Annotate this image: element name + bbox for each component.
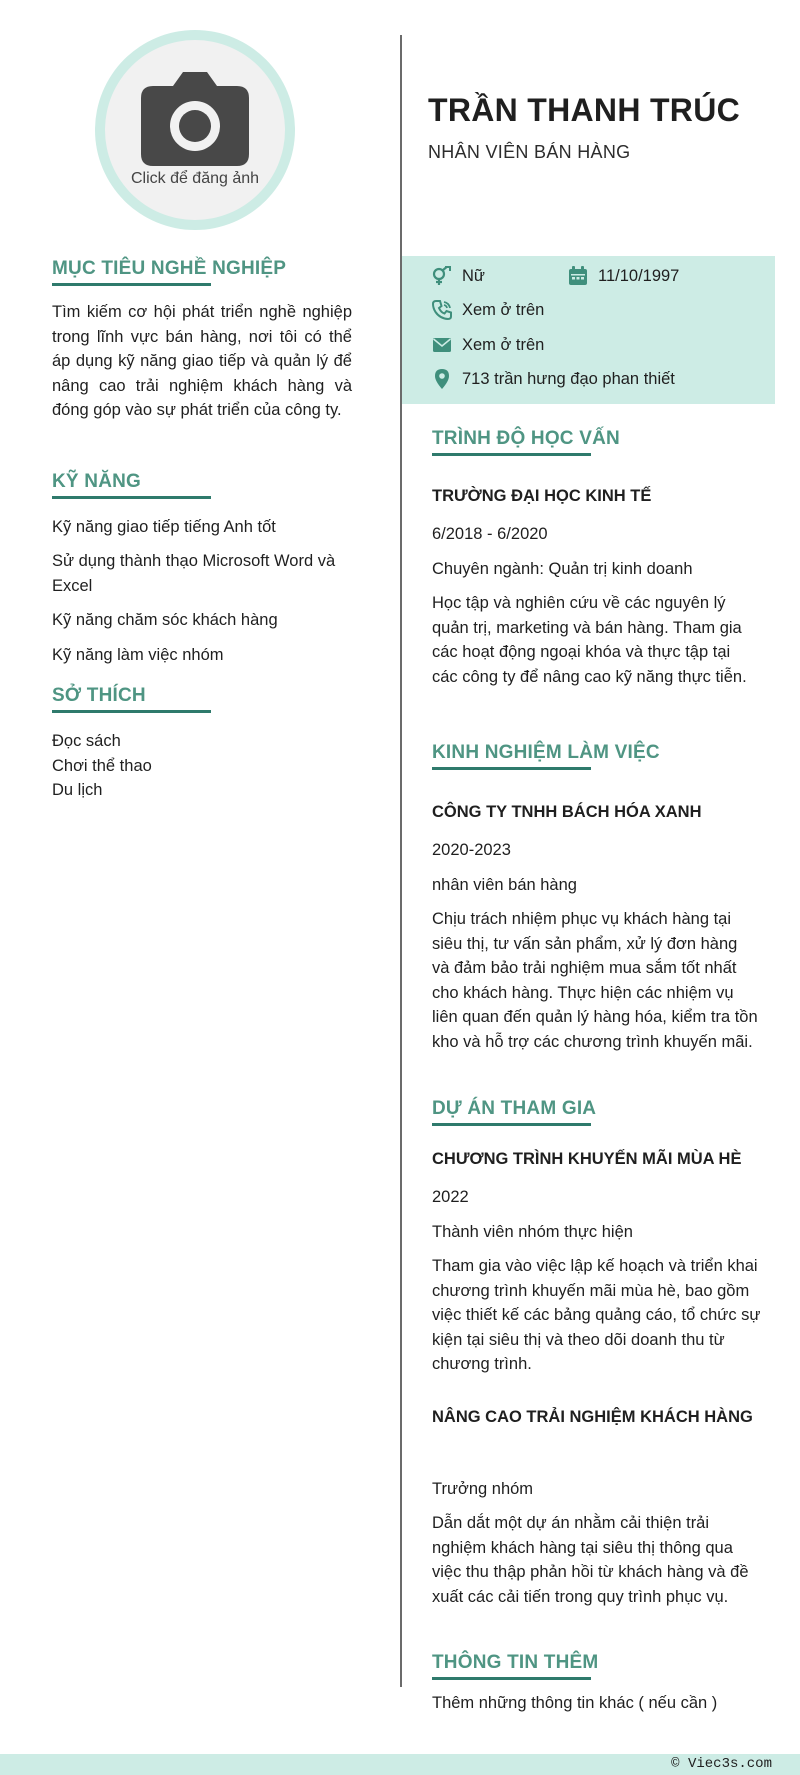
- extra-info-text: Thêm những thông tin khác ( nếu cần ): [432, 1694, 718, 1712]
- education-description: Học tập và nghiên cứu về các nguyên lý quản trị, marketing và bán hàng. Tham gia các hoạt động ngoại khóa và thực tập tại các công ty để nâng cao kỹ năng thực tiễn.: [432, 594, 747, 686]
- section-underline: [432, 1677, 591, 1680]
- section-underline: [432, 453, 591, 456]
- section-title-skills: KỸ NĂNG: [52, 471, 142, 492]
- section-underline: [432, 1123, 591, 1126]
- address-value: 713 trần hưng đạo phan thiết: [462, 369, 675, 388]
- email-value: Xem ở trên: [462, 335, 545, 354]
- birthday-value: 11/10/1997: [598, 266, 680, 285]
- section-title-projects: DỰ ÁN THAM GIA: [432, 1098, 597, 1119]
- project-role: Thành viên nhóm thực hiện: [432, 1223, 633, 1241]
- project-description: Dẫn dắt một dự án nhằm cải thiện trải nghiệm khách hàng tại siêu thị thông qua việc thu thập phản hồi từ khách hàng và đề xuất các cải tiến trong quy trình phục vụ.: [432, 1514, 749, 1606]
- section-title-education: TRÌNH ĐỘ HỌC VẤN: [432, 428, 620, 449]
- experience-period: 2020-2023: [432, 841, 511, 859]
- candidate-name: TRẦN THANH TRÚC: [428, 92, 741, 128]
- section-underline: [52, 283, 211, 286]
- address-row: [432, 369, 675, 389]
- section-title-experience: KINH NGHIỆM LÀM VIỆC: [432, 742, 660, 763]
- project-role: Trưởng nhóm: [432, 1480, 534, 1498]
- objective-text: Tìm kiếm cơ hội phát triển nghề nghiệp trong lĩnh vực bán hàng, nơi tôi có thể áp dụng kỹ năng giao tiếp và quản lý để nâng cao trải nghiệm khách hàng và đóng góp vào sự phát triển của công ty.: [52, 303, 352, 419]
- avatar-placeholder[interactable]: [105, 40, 285, 220]
- footer-bar: [0, 1754, 800, 1775]
- camera-icon: [141, 72, 249, 166]
- company-name: CÔNG TY TNHH BÁCH HÓA XANH: [432, 803, 702, 821]
- phone-row: [432, 300, 544, 320]
- gender-row: [432, 266, 485, 286]
- project-description: Tham gia vào việc lập kế hoạch và triển khai chương trình khuyến mãi mùa hè, bao gồm việc thiết kế các bảng quảng cáo, tổ chức sự kiện tại siêu thị và theo dõi doanh thu từ chương trình.: [432, 1257, 761, 1373]
- envelope-icon: [432, 335, 452, 355]
- section-underline: [52, 496, 211, 499]
- section-underline: [432, 767, 591, 770]
- email-row: [432, 335, 544, 355]
- avatar-caption: Click để đăng ảnh: [130, 170, 260, 187]
- skill-item: Kỹ năng giao tiếp tiếng Anh tốt: [52, 518, 276, 536]
- project-name: CHƯƠNG TRÌNH KHUYẾN MÃI MÙA HÈ: [432, 1150, 742, 1168]
- experience-description: Chịu trách nhiệm phục vụ khách hàng tại siêu thị, tư vấn sản phẩm, xử lý đơn hàng và đảm bảo trải nghiệm mua sắm tốt nhất cho khách hàng. Thực hiện các nhiệm vụ liên quan đến quản lý hàng hóa, kiểm tra tồn kho và hỗ trợ các chương trình khuyến mãi.: [432, 910, 758, 1051]
- phone-icon: [432, 300, 452, 320]
- section-underline: [52, 710, 211, 713]
- school-name: TRƯỜNG ĐẠI HỌC KINH TẾ: [432, 487, 652, 505]
- location-pin-icon: [432, 369, 452, 389]
- project-year: 2022: [432, 1188, 469, 1206]
- section-title-objective: MỤC TIÊU NGHỀ NGHIỆP: [52, 258, 287, 279]
- skill-item: Sử dụng thành thạo Microsoft Word và Excel: [52, 552, 336, 595]
- hobby-item: Chơi thể thao: [52, 757, 152, 775]
- phone-value: Xem ở trên: [462, 300, 545, 319]
- education-major: Chuyên ngành: Quản trị kinh doanh: [432, 560, 693, 578]
- avatar-upload[interactable]: [95, 30, 295, 230]
- section-title-hobbies: SỞ THÍCH: [52, 685, 146, 706]
- education-period: 6/2018 - 6/2020: [432, 525, 548, 543]
- skill-item: Kỹ năng làm việc nhóm: [52, 646, 224, 664]
- hobby-item: Đọc sách: [52, 732, 121, 750]
- footer-credit: © Viec3s.com: [671, 1756, 772, 1772]
- section-title-extra: THÔNG TIN THÊM: [432, 1652, 599, 1673]
- project-name: NÂNG CAO TRẢI NGHIỆM KHÁCH HÀNG: [432, 1408, 753, 1426]
- experience-position: nhân viên bán hàng: [432, 876, 577, 894]
- birthday-row: [568, 266, 679, 286]
- skill-item: Kỹ năng chăm sóc khách hàng: [52, 611, 278, 629]
- candidate-role: NHÂN VIÊN BÁN HÀNG: [428, 142, 631, 162]
- calendar-icon: [568, 266, 588, 286]
- gender-icon: [432, 266, 452, 286]
- gender-value: Nữ: [462, 266, 485, 285]
- hobby-item: Du lịch: [52, 781, 103, 799]
